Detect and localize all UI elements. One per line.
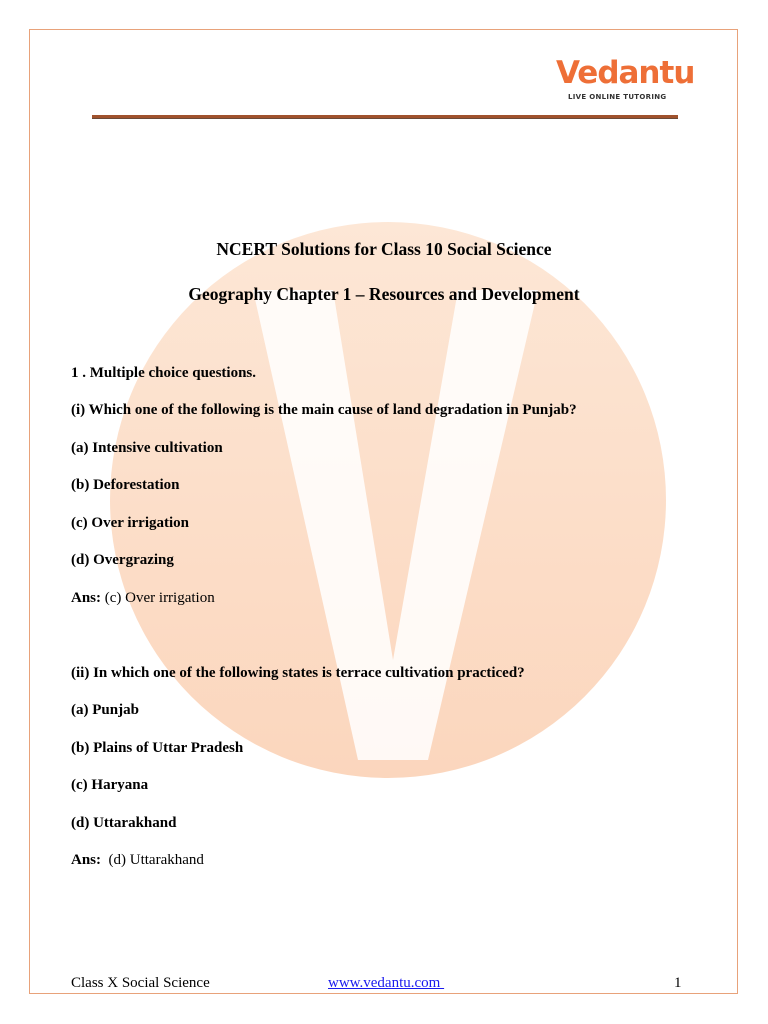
answer-label: Ans: bbox=[71, 590, 102, 606]
option-item: (a) Intensive cultivation bbox=[71, 440, 223, 456]
answer-line bbox=[71, 851, 204, 869]
question-text: (ii) In which one of the following states is terrace cultivation practiced? bbox=[71, 665, 525, 681]
answer-line bbox=[71, 589, 215, 607]
option-item: (b) Plains of Uttar Pradesh bbox=[71, 740, 244, 756]
option-item: (c) Haryana bbox=[71, 777, 149, 793]
section-heading: 1 . Multiple choice questions. bbox=[71, 365, 257, 381]
document-title: NCERT Solutions for Class 10 Social Science bbox=[216, 239, 552, 259]
logo-wordmark: Vedantu bbox=[556, 55, 695, 91]
logo-tagline: LIVE ONLINE TUTORING bbox=[568, 93, 667, 101]
option-item: (d) Uttarakhand bbox=[71, 815, 177, 831]
footer-course: Class X Social Science bbox=[71, 975, 210, 991]
answer-label: Ans: bbox=[71, 852, 102, 868]
answer-value: (c) Over irrigation bbox=[101, 590, 215, 606]
option-item: (b) Deforestation bbox=[71, 477, 180, 493]
header-divider bbox=[92, 115, 678, 119]
footer-website-link[interactable]: www.vedantu.com bbox=[328, 975, 445, 991]
document-subtitle: Geography Chapter 1 – Resources and Development bbox=[188, 284, 580, 304]
answer-value: (d) Uttarakhand bbox=[101, 852, 204, 868]
option-item: (a) Punjab bbox=[71, 702, 139, 718]
question-text: (i) Which one of the following is the main cause of land degradation in Punjab? bbox=[71, 402, 577, 418]
option-item: (d) Overgrazing bbox=[71, 552, 174, 568]
vedantu-logo[interactable] bbox=[556, 55, 695, 105]
page-number: 1 bbox=[674, 975, 682, 991]
vedantu-watermark-icon bbox=[108, 220, 668, 780]
option-item: (c) Over irrigation bbox=[71, 515, 190, 531]
